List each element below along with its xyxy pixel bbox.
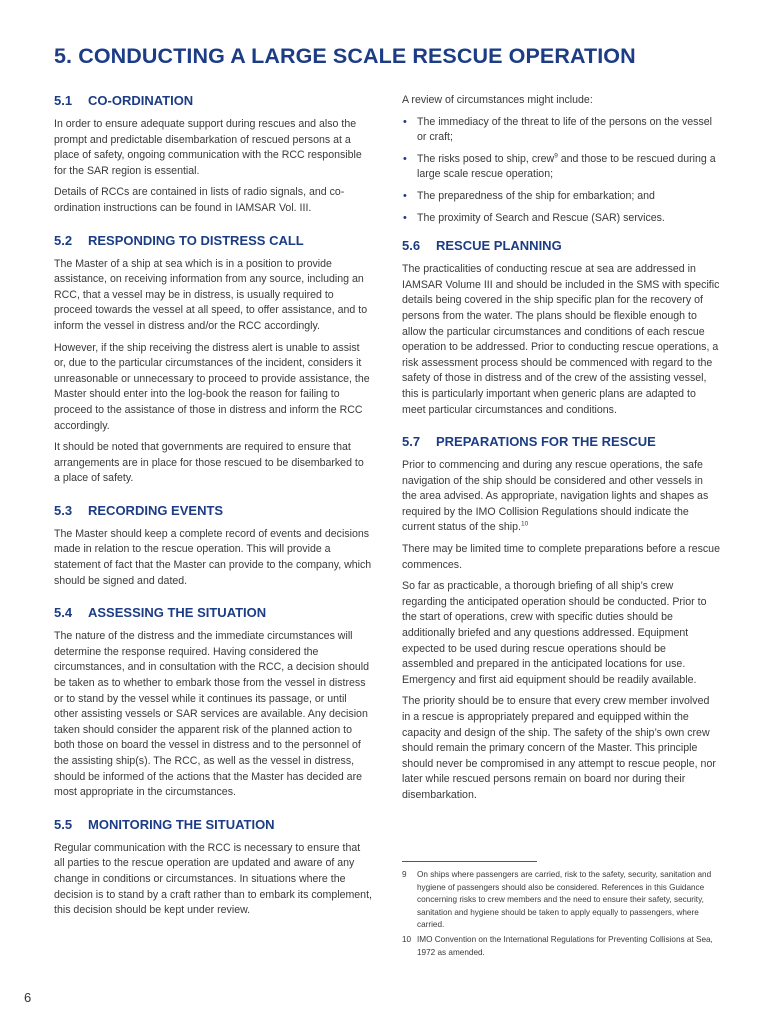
section-5-7 bbox=[402, 434, 720, 803]
section-title: ASSESSING THE SITUATION bbox=[88, 605, 267, 621]
section-title: RECORDING EVENTS bbox=[88, 502, 224, 518]
paragraph: The Master should keep a complete record of events and decisions made in relation to the rescue operation. This will provide a statement of fact that the Master can provide to the company, which should be signed and dated. bbox=[54, 527, 372, 587]
paragraph bbox=[402, 458, 720, 536]
paragraph: The Master of a ship at sea which is in a position to provide assistance, on receiving information from any source, including an RCC, that a vessel may be in distress, is usually required to proceed towards the vessel at all speed, to offer assistance, and to inform the vessel in distress and/or the RCC accordingly. bbox=[54, 257, 368, 332]
footnote-number: 9 bbox=[402, 870, 407, 879]
footnote bbox=[402, 934, 722, 959]
footnotes bbox=[402, 869, 722, 961]
section-number: 5.7 bbox=[402, 434, 421, 450]
section-heading bbox=[54, 817, 372, 832]
section-heading bbox=[54, 233, 372, 248]
section-title: RESPONDING TO DISTRESS CALL bbox=[88, 232, 304, 248]
section-heading bbox=[402, 434, 720, 449]
section-5-4 bbox=[54, 605, 372, 801]
section-heading bbox=[54, 503, 372, 518]
section-number: 5.4 bbox=[54, 605, 73, 621]
paragraph: There may be limited time to complete preparations before a rescue commences. bbox=[402, 543, 720, 571]
paragraph: In order to ensure adequate support during rescues and also the prompt and predictable disembarkation of rescued persons at a place of safety, ongoing communication with the RCC responsible for the SAR region is essential. bbox=[54, 118, 362, 177]
paragraph: So far as practicable, a thorough briefing of all ship’s crew regarding the anticipated operation should be conducted. Prior to the start of operations, crew with specific duties should be additionally briefed and any questions addressed. Equipment expected to be used during rescue operations should be assembled and prepared in the anticipated locations for use. Emergency and first aid equipment should be readily available. bbox=[402, 580, 707, 686]
section-heading bbox=[402, 238, 720, 253]
footnote-ref: 9 bbox=[554, 152, 558, 160]
paragraph: However, if the ship receiving the distress alert is unable to assist or, due to the particular circumstances of the incident, considers it unreasonable or unnecessary to proceed to provide assistance, the Master should enter into the log-book the reason for failing to proceed to the assistance of those in distress and inform the RCC accordingly. bbox=[54, 341, 370, 432]
footnote-text: On ships where passengers are carried, risk to the safety, security, sanitation and hygiene of passengers should also be considered. References in this Guidance concerning risks to crew members and the need to ensure their safety, security, sanitation and hygiene should be taken to apply equally to passengers, where carried. bbox=[417, 870, 712, 930]
section-heading bbox=[54, 93, 372, 108]
page-title: 5. CONDUCTING A LARGE SCALE RESCUE OPERATION bbox=[54, 44, 636, 68]
paragraph: The practicalities of conducting rescue at sea are addressed in IAMSAR Volume III and should be included in the SMS with specific details being covered in the ship specific plan for the recovery of persons from the water. The plans should be flexible enough to allow the particular circumstances and conditions of each rescue operation to be addressed. Prior to conducting rescue operations, a risk assessment process should be commenced with regard to the safety of those in distress and of the crew of the assisting vessel, this is particularly important when generic plans are adapted to meet particular circumstances and conditions. bbox=[402, 263, 720, 416]
footnote bbox=[402, 869, 722, 932]
section-number: 5.2 bbox=[54, 232, 73, 248]
review-list bbox=[402, 115, 720, 227]
section-title: PREPARATIONS FOR THE RESCUE bbox=[436, 434, 656, 450]
section-5-1 bbox=[54, 93, 372, 217]
section-number: 5.6 bbox=[402, 238, 421, 254]
section-title: CO-ORDINATION bbox=[88, 93, 194, 108]
section-title: RESCUE PLANNING bbox=[436, 238, 562, 254]
footnote-number: 10 bbox=[402, 934, 412, 944]
section-number: 5.3 bbox=[54, 502, 73, 518]
section-5-5 bbox=[54, 817, 372, 919]
section-number: 5.1 bbox=[54, 93, 73, 108]
list-item-text: and those to be rescued during a large scale rescue operation; bbox=[417, 152, 716, 181]
footnote-divider bbox=[402, 861, 537, 862]
paragraph: It should be noted that governments are required to ensure that arrangements are in place for those rescued to be disembarked to a place of safety. bbox=[54, 441, 364, 485]
paragraph: The nature of the distress and the immediate circumstances will determine the response required. Having considered the circumstances, and in consultation with the RCC, a decision should be taken as to whether to embark those from the vessel in distress or to stand by the vessel while it continues its passage, or until other assisting vessels or SAR services are available. Any decision taken should consider the apparent risk of the planned action to both those on board the vessel in distress and to the personnel of the assisting ship(s). The RCC, as well as the vessel in distress, should be informed of the actions that the Master has decided are most appropriate in the circumstances. bbox=[54, 630, 370, 799]
list-item: • The preparedness of the ship for embarkation; and bbox=[402, 189, 720, 205]
section-5-6 bbox=[402, 238, 720, 418]
section-heading bbox=[54, 605, 372, 620]
paragraph: Regular communication with the RCC is necessary to ensure that all parties to the rescue operation are updated and aware of any change in conditions or circumstances. In situations where the decision is to stand by a craft rather than to embark its complement, this decision should be kept under review. bbox=[54, 841, 372, 917]
paragraph: The priority should be to ensure that every crew member involved in a rescue is appropriately prepared and equipped within the capacity and design of the ship. The safety of the ship’s own crew should remain the primary concern of the Master. This principle should never be compromised in any attempt to rescue people, nor later while rescued persons remain on board nor during their disembarkation. bbox=[402, 695, 716, 801]
list-item-text: The risks posed to ship, crew bbox=[417, 152, 555, 165]
paragraph: Details of RCCs are contained in lists of radio signals, and co-ordination instructions can be found in IAMSAR Vol. III. bbox=[54, 186, 345, 214]
list-item bbox=[402, 152, 720, 183]
review-intro: A review of circumstances might include: bbox=[402, 94, 593, 106]
section-5-2 bbox=[54, 233, 372, 487]
list-item: • The immediacy of the threat to life of the persons on the vessel or craft; bbox=[402, 115, 720, 146]
right-column bbox=[402, 93, 720, 820]
section-5-3 bbox=[54, 503, 372, 589]
left-column bbox=[54, 93, 372, 935]
footnote-ref: 10 bbox=[520, 520, 529, 528]
section-number: 5.5 bbox=[54, 816, 73, 832]
footnote-text: IMO Convention on the International Regulations for Preventing Collisions at Sea, 1972 as amended. bbox=[417, 934, 713, 957]
list-item: • The proximity of Search and Rescue (SAR) services. bbox=[402, 211, 720, 227]
page-number: 6 bbox=[24, 990, 32, 1005]
paragraph-text: Prior to commencing and during any rescue operations, the safe navigation of the ship should be considered and other vessels in the area advised. As appropriate, navigation lights and shapes as required by the IMO Collision Regulations should indicate the current status of the ship. bbox=[402, 459, 709, 534]
section-title: MONITORING THE SITUATION bbox=[88, 816, 275, 832]
